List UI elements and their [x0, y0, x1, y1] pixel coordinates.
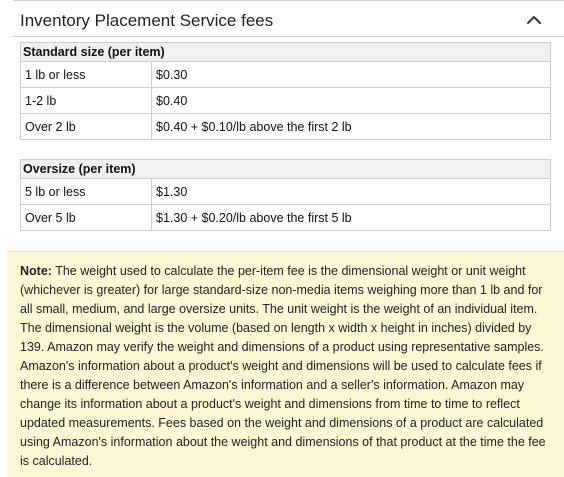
weight-cell: 1 lb or less: [21, 62, 152, 88]
table-row: [21, 179, 551, 205]
fee-cell: $0.40 + $0.10/lb above the first 2 lb: [152, 114, 551, 140]
table-row: [21, 62, 551, 88]
weight-cell: 5 lb or less: [21, 179, 152, 205]
weight-cell: Over 2 lb: [21, 114, 152, 140]
fee-cell: $1.30 + $0.20/lb above the first 5 lb: [152, 205, 551, 231]
note-text: [20, 262, 554, 471]
oversize-fee-table: [20, 159, 551, 231]
chevron-up-icon: [522, 8, 546, 32]
fee-cell: $1.30: [152, 179, 551, 205]
note-box: [7, 251, 564, 477]
weight-cell: Over 5 lb: [21, 205, 152, 231]
fee-cell: $0.30: [152, 62, 551, 88]
table-row: [21, 88, 551, 114]
section-title: Inventory Placement Service fees: [20, 11, 274, 30]
weight-cell: 1-2 lb: [21, 88, 152, 114]
table-header-row: [21, 160, 551, 179]
fee-cell: $0.40: [152, 88, 551, 114]
table-row: [21, 114, 551, 140]
table-header: Standard size (per item): [21, 43, 551, 62]
section-header[interactable]: [13, 1, 564, 37]
note-body: The weight used to calculate the per-item fee is the dimensional weight or unit weight (whichever is greater) for large standard-size non-media items weighing more than 1 lb and for all small, medium, and large oversize units. The unit weight is the weight of an individual item. The dimensional weight is the volume (based on length x width x height in inches) divided by 139. Amazon may verify the weight and dimensions of a product using representative samples. Amazon's information about a product's weight and dimensions will be used to calculate fees if there is a difference between Amazon's information and a seller's information. Amazon may change its information about a product's weight and dimensions from time to time to reflect updated measurements. Fees based on the weight and dimensions of a product are calculated using Amazon's information about the weight and dimensions of that product at the time the fee is calculated.: [20, 264, 546, 468]
table-header-row: [21, 43, 551, 62]
collapse-button[interactable]: [522, 8, 546, 32]
standard-size-fee-table: [20, 42, 551, 140]
note-label: Note:: [20, 264, 52, 278]
table-header: Oversize (per item): [21, 160, 551, 179]
table-row: [21, 205, 551, 231]
